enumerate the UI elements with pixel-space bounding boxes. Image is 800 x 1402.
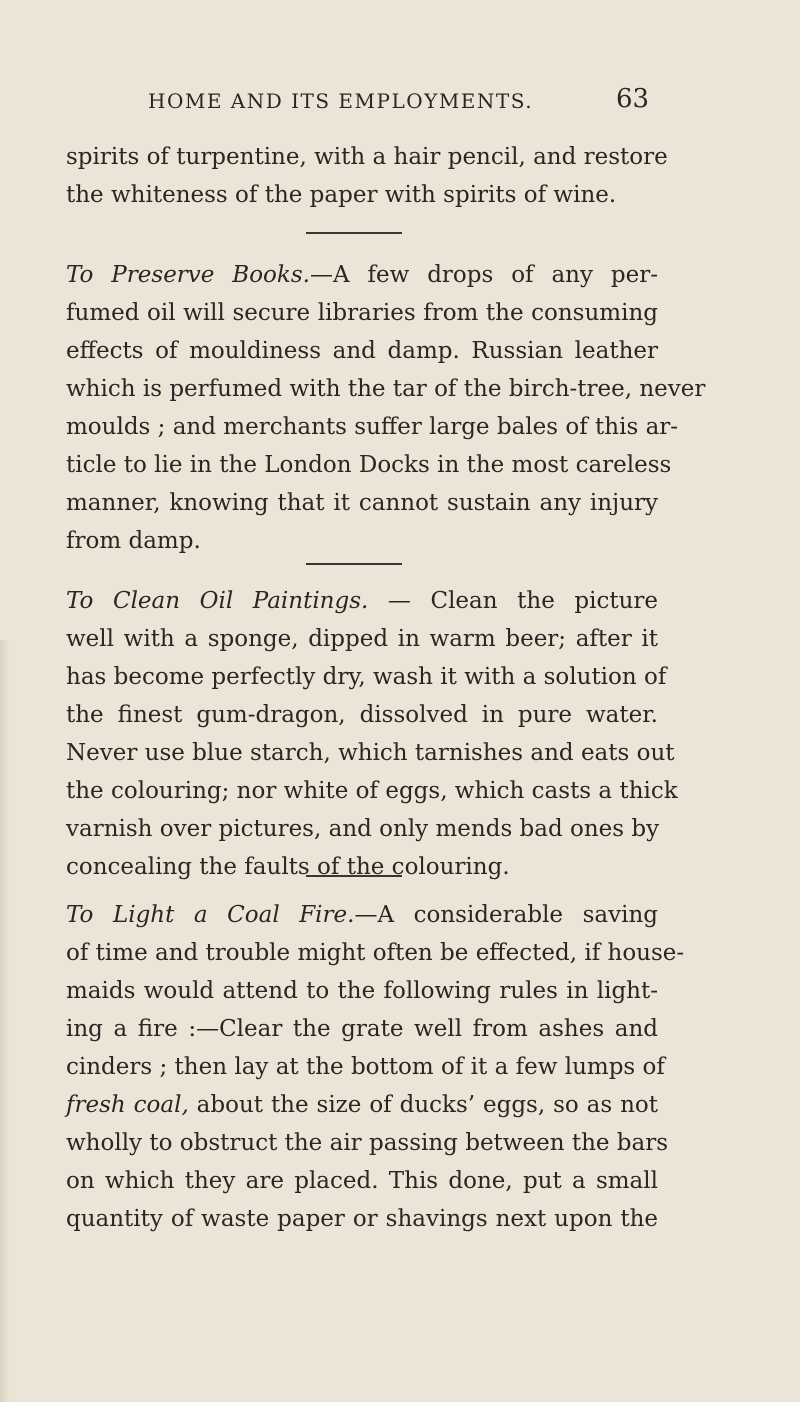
- running-title: HOME AND ITS EMPLOYMENTS.: [148, 89, 534, 113]
- text-line: quantity of waste paper or shavings next upon the: [66, 1206, 658, 1232]
- continuation-paragraph: [66, 138, 668, 214]
- page-number: 63: [616, 84, 650, 114]
- text-line: which is perfumed with the tar of the birch-tree, never: [66, 376, 706, 402]
- text-line: the whiteness of the paper with spirits of wine.: [66, 182, 617, 208]
- page-edge-shadow: [0, 640, 10, 1402]
- text-line: Never use blue starch, which tarnishes and eats out: [66, 740, 675, 766]
- text-line: on which they are placed. This done, put a small: [66, 1168, 658, 1194]
- text-line: [66, 582, 658, 620]
- section-preserve-books: [66, 256, 706, 560]
- text-line: manner, knowing that it cannot sustain any injury: [66, 490, 658, 516]
- section-heading: To Clean Oil Paintings.: [66, 588, 369, 614]
- text-line: the colouring; nor white of eggs, which casts a thick: [66, 778, 678, 804]
- section-clean-oil-paintings: [66, 582, 678, 886]
- italic-phrase: fresh coal,: [66, 1092, 189, 1118]
- text-line: [66, 256, 658, 294]
- section-divider: [306, 563, 402, 565]
- text-line: moulds ; and merchants suffer large bales of this ar-: [66, 414, 679, 440]
- heading-line-rest: —A considerable saving: [354, 902, 658, 928]
- heading-line-rest: — Clean the picture: [368, 588, 658, 614]
- text-line: [66, 1086, 658, 1124]
- text-line: varnish over pictures, and only mends bad ones by: [66, 816, 660, 842]
- text-line: ticle to lie in the London Docks in the most careless: [66, 452, 672, 478]
- text-line: [66, 896, 658, 934]
- running-head: [0, 86, 800, 116]
- text-line: of time and trouble might often be effected, if house-: [66, 940, 685, 966]
- section-heading: To Preserve Books.: [66, 262, 310, 288]
- text-line: wholly to obstruct the air passing between the bars: [66, 1130, 669, 1156]
- section-divider: [306, 875, 402, 877]
- text-line: the finest gum-dragon, dissolved in pure water.: [66, 702, 658, 728]
- text-line: concealing the faults of the colouring.: [66, 854, 510, 880]
- text-line: ing a fire :—Clear the grate well from ashes and: [66, 1016, 658, 1042]
- text-line: maids would attend to the following rules in light-: [66, 978, 658, 1004]
- text-line: fumed oil will secure libraries from the consuming: [66, 300, 658, 326]
- section-divider: [306, 232, 402, 234]
- section-light-coal-fire: [66, 896, 685, 1238]
- text-line: well with a sponge, dipped in warm beer; after it: [66, 626, 658, 652]
- text-line: spirits of turpentine, with a hair pencil, and restore: [66, 144, 668, 170]
- text-line: cinders ; then lay at the bottom of it a few lumps of: [66, 1054, 665, 1080]
- italic-line-rest: about the size of ducks’ eggs, so as not: [188, 1092, 658, 1118]
- text-line: from damp.: [66, 528, 201, 554]
- section-heading: To Light a Coal Fire.: [66, 902, 355, 928]
- text-line: has become perfectly dry, wash it with a solution of: [66, 664, 667, 690]
- heading-line-rest: —A few drops of any per-: [309, 262, 658, 288]
- text-line: effects of mouldiness and damp. Russian leather: [66, 338, 658, 364]
